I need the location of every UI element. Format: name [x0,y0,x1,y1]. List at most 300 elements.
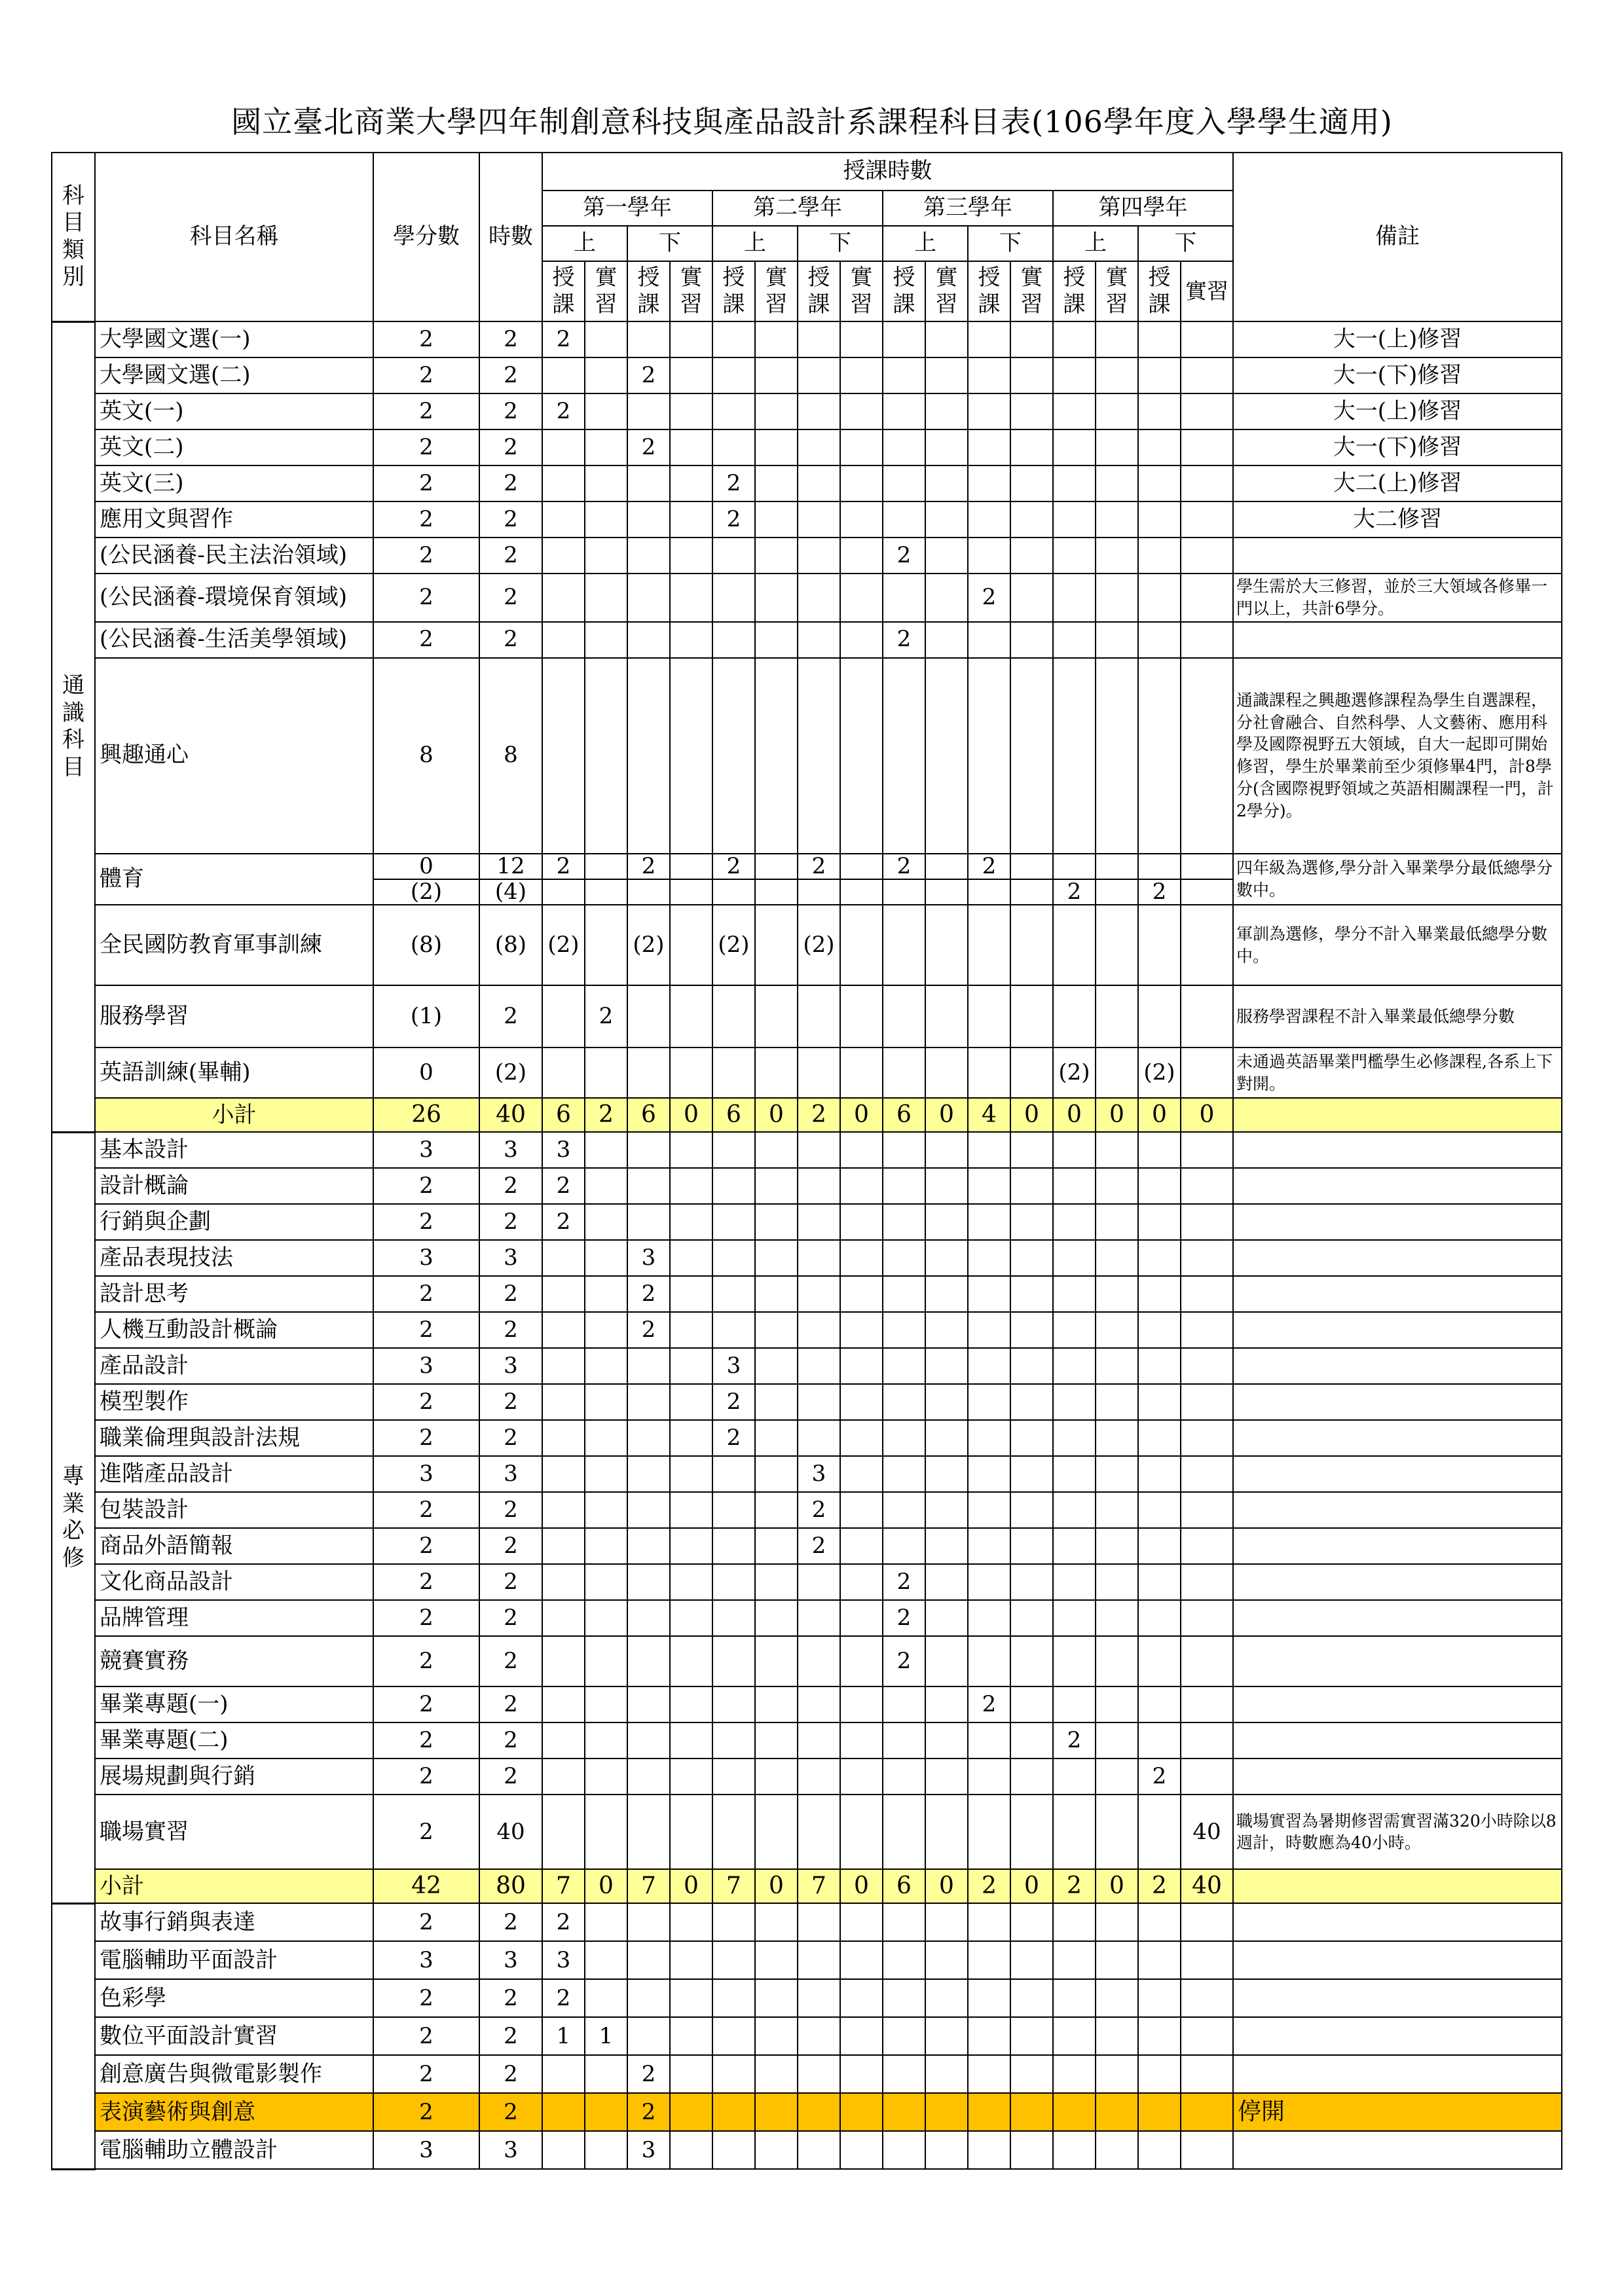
hour-cell [670,1758,712,1795]
hour-cell [1010,1168,1053,1204]
hour-cell [968,538,1010,574]
table-row [52,1686,1562,1722]
hour-cell [1053,1348,1096,1384]
remark [1233,1132,1562,1168]
hour-cell [1010,1795,1053,1869]
subtotal-cell: 7 [712,1869,755,1903]
hour-cell [755,1636,798,1686]
course-hours: 3 [479,1132,542,1168]
subtotal-remark [1233,1869,1562,1903]
header-remarks: 備註 [1233,153,1562,321]
hour-cell [1181,2131,1233,2169]
hour-cell [670,2131,712,2169]
hour-cell [542,574,585,622]
course-credits: 2 [373,2093,479,2131]
course-hours: 2 [479,1420,542,1456]
hour-cell [1053,1636,1096,1686]
subtotal-cell: 0 [1096,1098,1138,1132]
char: 課 [1063,291,1086,318]
hour-cell [840,1204,883,1240]
hour-cell [542,985,585,1048]
hour-cell [968,1456,1010,1492]
hour-cell [1053,538,1096,574]
hour-cell [798,1312,840,1348]
subtotal-cell: 2 [798,1098,840,1132]
hour-cell [840,1722,883,1758]
hour-cell [925,622,968,658]
char: 授 [637,264,660,291]
course-name: 展場規劃與行銷 [95,1758,373,1795]
hour-cell [1053,2017,1096,2055]
hour-cell [883,1456,925,1492]
hour-cell [627,1941,670,1979]
hour-cell [712,1941,755,1979]
char: 課 [722,291,745,318]
category-cell [52,1903,95,2169]
char: 習 [1105,291,1128,318]
hour-cell [840,1348,883,1384]
hour-cell [1010,1941,1053,1979]
hour-cell [585,1795,627,1869]
hour-cell [798,465,840,501]
hour-cell [1010,465,1053,501]
remark: 未通過英語畢業門檻學生必修課程,各系上下對開。 [1233,1048,1562,1098]
hour-cell [1096,501,1138,538]
remark: 軍訓為選修，學分不計入畢業最低總學分數中。 [1233,905,1562,985]
course-name: 競賽實務 [95,1636,373,1686]
course-credits: 2 [373,1979,479,2017]
hour-cell [1138,1276,1181,1312]
char: 必 [62,1518,84,1544]
hour-cell [968,1758,1010,1795]
table-row [52,1132,1562,1168]
hour-cell [925,1979,968,2017]
hour-cell: 3 [627,1240,670,1276]
hour-cell [542,1420,585,1456]
course-hours: 2 [479,357,542,393]
course-credits: 3 [373,1941,479,1979]
course-credits: (1) [373,985,479,1048]
hour-cell [1181,1600,1233,1636]
category-cell [52,1132,95,1903]
hour-cell [1181,1903,1233,1941]
header-lecture [1138,261,1181,321]
hour-cell [883,465,925,501]
hour-cell [1096,1758,1138,1795]
hour-cell [627,1456,670,1492]
hour-cell [798,2017,840,2055]
hour-cell [1010,1048,1053,1098]
hour-cell [1010,1420,1053,1456]
hour-cell [1053,2131,1096,2169]
hour-cell [968,1564,1010,1600]
hour-cell [840,2055,883,2093]
hour-cell [1010,658,1053,854]
hour-cell [883,905,925,985]
hour-cell [1181,622,1233,658]
hour-cell [1053,1456,1096,1492]
hour-cell [925,1276,968,1312]
subtotal-hours: 40 [479,1098,542,1132]
hour-cell [755,429,798,465]
hour-cell [883,1240,925,1276]
hour-cell [712,1132,755,1168]
remark [1233,1204,1562,1240]
hour-cell [883,1048,925,1098]
hour-cell [627,1204,670,1240]
hour-cell: 2 [627,2093,670,2131]
hour-cell [1138,1240,1181,1276]
hour-cell [1096,465,1138,501]
hour-cell: (2) [542,905,585,985]
hour-cell [968,1384,1010,1420]
table-row [52,905,1562,985]
hour-cell [755,1492,798,1528]
hour-cell [840,574,883,622]
remark [1233,1312,1562,1348]
hour-cell [1181,1722,1233,1758]
hour-cell [1138,1312,1181,1348]
course-credits: 2 [373,1758,479,1795]
remark [1233,1492,1562,1528]
hour-cell [542,1348,585,1384]
hour-cell [925,1132,968,1168]
hour-cell [627,1636,670,1686]
hour-cell [542,1795,585,1869]
char: 習 [595,291,618,318]
hour-cell [585,1456,627,1492]
course-hours: 2 [479,1312,542,1348]
course-credits: 2 [373,1276,479,1312]
hour-cell [542,1240,585,1276]
hour-cell [1181,1240,1233,1276]
table-row [52,1420,1562,1456]
hour-cell [1138,465,1181,501]
hour-cell [712,1492,755,1528]
remark [1233,2055,1562,2093]
hour-cell [1053,1758,1096,1795]
course-credits: 3 [373,1456,479,1492]
subtotal-label: 小計 [95,1869,373,1903]
hour-cell [883,321,925,357]
hour-cell [585,1758,627,1795]
hour-cell [1181,1276,1233,1312]
hour-cell [1138,538,1181,574]
course-credits: 2 [373,1795,479,1869]
course-credits: 0 [373,854,479,879]
hour-cell [585,1492,627,1528]
hour-cell [1138,321,1181,357]
hour-cell [925,1168,968,1204]
hour-cell [542,501,585,538]
hour-cell [627,1564,670,1600]
table-row [52,2093,1562,2131]
hour-cell [585,465,627,501]
hour-cell [840,1758,883,1795]
hour-cell [755,2093,798,2131]
course-name: 英語訓練(畢輔) [95,1048,373,1098]
hour-cell [1138,1528,1181,1564]
hour-cell [1181,501,1233,538]
hour-cell [925,2131,968,2169]
hour-cell [1096,1528,1138,1564]
hour-cell: 2 [883,1600,925,1636]
course-hours: (2) [479,1048,542,1098]
hour-cell [712,1528,755,1564]
hour-cell [712,1240,755,1276]
hour-cell [670,1168,712,1204]
course-credits: 2 [373,1312,479,1348]
table-row [52,985,1562,1048]
hour-cell [968,1795,1010,1869]
header-year: 第一學年 [542,191,712,226]
hour-cell [627,574,670,622]
table-row [52,658,1562,854]
hour-cell [542,1636,585,1686]
remark [1233,538,1562,574]
hour-cell [1010,1564,1053,1600]
hour-cell [755,357,798,393]
course-hours: 2 [479,1979,542,2017]
hour-cell [542,1528,585,1564]
hour-cell [968,1132,1010,1168]
hour-cell [670,357,712,393]
course-name: 興趣通心 [95,658,373,854]
course-credits: (2) [373,879,479,905]
course-name: 產品設計 [95,1348,373,1384]
hour-cell [883,357,925,393]
hour-cell [968,501,1010,538]
hour-cell [840,2093,883,2131]
char: 識 [62,699,84,726]
subtotal-cell: 0 [925,1098,968,1132]
char: 習 [935,291,958,318]
table-row [52,1456,1562,1492]
char: 修 [62,1544,84,1571]
course-name: 服務學習 [95,985,373,1048]
hour-cell [1138,357,1181,393]
hour-cell [1138,1903,1181,1941]
hour-cell [755,321,798,357]
hour-cell [968,879,1010,905]
hour-cell [1096,1456,1138,1492]
hour-cell [798,1941,840,1979]
hour-cell [883,501,925,538]
hour-cell [1010,393,1053,429]
hour-cell [883,1132,925,1168]
hour-cell [712,538,755,574]
hour-cell [1010,321,1053,357]
hour-cell [1096,538,1138,574]
hour-cell [1053,321,1096,357]
hour-cell: 2 [585,985,627,1048]
hour-cell [1096,1492,1138,1528]
course-name: 商品外語簡報 [95,1528,373,1564]
hour-cell [968,658,1010,854]
hour-cell [1181,2017,1233,2055]
hour-cell [968,1204,1010,1240]
hour-cell [840,321,883,357]
hour-cell [968,321,1010,357]
hour-cell [712,1168,755,1204]
hour-cell [585,321,627,357]
hour-cell [925,658,968,854]
hour-cell [1053,1686,1096,1722]
course-name: 品牌管理 [95,1600,373,1636]
hour-cell [755,1903,798,1941]
hour-cell [883,2055,925,2093]
hour-cell [627,393,670,429]
table-row [52,1722,1562,1758]
table-row [52,1528,1562,1564]
hour-cell [585,2093,627,2131]
hour-cell [670,2093,712,2131]
char: 授 [722,264,745,291]
hour-cell [925,905,968,985]
table-row [52,429,1562,465]
hour-cell: 2 [627,357,670,393]
hour-cell [585,1168,627,1204]
hour-cell [670,2017,712,2055]
subtotal-credits: 42 [373,1869,479,1903]
hour-cell [883,393,925,429]
remark [1233,1168,1562,1204]
hour-cell [542,2055,585,2093]
hour-cell [712,1600,755,1636]
table-row [52,357,1562,393]
hour-cell [542,1686,585,1722]
course-name: (公民涵養-民主法治領域) [95,538,373,574]
hour-cell [1053,1312,1096,1348]
course-credits: 2 [373,1686,479,1722]
hour-cell [840,879,883,905]
hour-cell [670,1979,712,2017]
hour-cell [925,1528,968,1564]
hour-cell: 2 [542,321,585,357]
hour-cell [1096,658,1138,854]
hour-cell [670,905,712,985]
hour-cell: 3 [542,1941,585,1979]
hour-cell [840,854,883,879]
hour-cell [840,357,883,393]
char: 授 [1063,264,1086,291]
hour-cell [585,538,627,574]
hour-cell [968,1168,1010,1204]
hour-cell [1138,1456,1181,1492]
subtotal-cell: 6 [542,1098,585,1132]
hour-cell [1053,905,1096,985]
hour-cell [968,357,1010,393]
hour-cell: 2 [542,854,585,879]
hour-cell [925,574,968,622]
course-credits: 2 [373,1636,479,1686]
hour-cell [712,429,755,465]
char: 目 [62,210,84,236]
hour-cell [925,393,968,429]
course-name: 包裝設計 [95,1492,373,1528]
course-credits: 2 [373,393,479,429]
hour-cell [968,905,1010,985]
course-hours: 2 [479,538,542,574]
hour-cell [1138,1384,1181,1420]
hour-cell [1138,1168,1181,1204]
hour-cell [925,429,968,465]
table-row [52,1564,1562,1600]
hour-cell [670,1564,712,1600]
hour-cell [1010,1979,1053,2017]
hour-cell [968,1528,1010,1564]
hour-cell: 2 [712,854,755,879]
table-row [52,1168,1562,1204]
course-credits: 2 [373,1600,479,1636]
hour-cell [925,357,968,393]
hour-cell [670,1722,712,1758]
hour-cell [542,2131,585,2169]
hour-cell [798,393,840,429]
char: 授 [552,264,575,291]
char: 習 [680,291,703,318]
hour-cell [585,1528,627,1564]
hour-cell [1138,622,1181,658]
hour-cell [1181,1384,1233,1420]
hour-cell [925,1564,968,1600]
course-hours: 2 [479,985,542,1048]
hour-cell [840,429,883,465]
table-row [52,1600,1562,1636]
course-name: 大學國文選(二) [95,357,373,393]
hour-cell [1138,1722,1181,1758]
hour-cell [968,1979,1010,2017]
hour-cell [585,658,627,854]
hour-cell [755,879,798,905]
table-row [52,465,1562,501]
course-name: 全民國防教育軍事訓練 [95,905,373,985]
hour-cell [968,2131,1010,2169]
hour-cell [968,985,1010,1048]
hour-cell [670,574,712,622]
hour-cell [925,2017,968,2055]
hour-cell [798,1348,840,1384]
course-name: 模型製作 [95,1384,373,1420]
hour-cell: 2 [1138,879,1181,905]
hour-cell [1138,2131,1181,2169]
hour-cell [1096,393,1138,429]
course-name: 職場實習 [95,1795,373,1869]
hour-cell [1181,574,1233,622]
hour-cell [925,321,968,357]
hour-cell [712,2093,755,2131]
hour-cell [798,1758,840,1795]
table-row [52,1384,1562,1420]
course-name: 畢業專題(二) [95,1722,373,1758]
hour-cell [883,1722,925,1758]
remark: 通識課程之興趣選修課程為學生自選課程，分社會融合、自然科學、人文藝術、應用科學及國際視野五大領域，自大一起即可開始修習，學生於畢業前至少須修畢4門，計8學分(含國際視野領域之英語相關課程一門，計2學分)。 [1233,658,1562,854]
hour-cell [1181,2093,1233,2131]
hour-cell [1053,622,1096,658]
hour-cell [840,1168,883,1204]
hour-cell [585,1132,627,1168]
subtotal-cell: 40 [1181,1869,1233,1903]
course-name: 行銷與企劃 [95,1204,373,1240]
hour-cell [542,1600,585,1636]
course-hours: 2 [479,501,542,538]
hour-cell [712,357,755,393]
hour-cell [712,1686,755,1722]
course-credits: 2 [373,1168,479,1204]
hour-cell [1181,1528,1233,1564]
hour-cell [755,1528,798,1564]
hour-cell: 2 [798,1528,840,1564]
